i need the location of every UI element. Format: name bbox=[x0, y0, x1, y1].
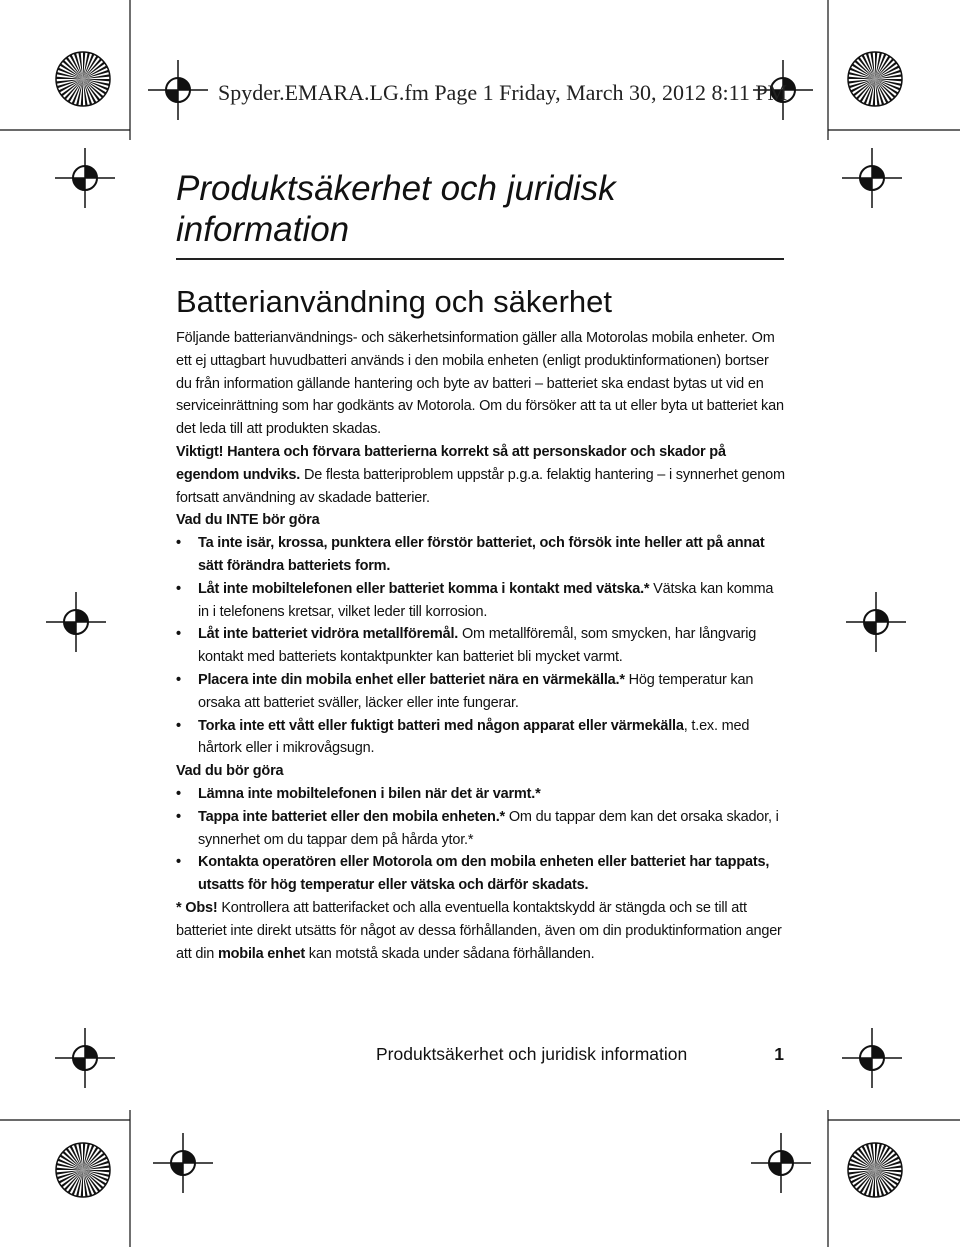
list-item-bold: Placera inte din mobila enhet eller batteriet nära en värmekälla.* bbox=[198, 671, 625, 688]
donts-heading: Vad du INTE bör göra bbox=[176, 512, 320, 529]
note-bold-term: mobila enhet bbox=[217, 945, 305, 962]
list-item bbox=[176, 669, 786, 715]
list-item-bold: Ta inte isär, krossa, punktera eller förstör batteriet, och försök inte heller att på annat sätt förändra batteriets form. bbox=[198, 535, 765, 574]
list-item bbox=[176, 578, 786, 624]
registration-mark-icon bbox=[846, 592, 906, 652]
list-item bbox=[176, 806, 786, 852]
section-body bbox=[176, 327, 786, 965]
list-item bbox=[176, 783, 786, 806]
note-paragraph bbox=[176, 897, 786, 965]
star-target-icon bbox=[56, 1143, 110, 1197]
dos-heading: Vad du bör göra bbox=[176, 763, 284, 780]
donts-list bbox=[176, 532, 786, 760]
note-text-2: kan motstå skada under sådana förhållanden. bbox=[304, 945, 595, 962]
star-target-icon bbox=[848, 52, 902, 106]
list-item-text: , t.ex. med hårtork eller i mikrovågsugn. bbox=[198, 717, 750, 757]
star-target-icon bbox=[848, 1143, 902, 1197]
registration-mark-icon bbox=[153, 1133, 213, 1193]
section-heading: Batterianvändning och säkerhet bbox=[176, 284, 613, 319]
registration-mark-icon bbox=[842, 148, 902, 208]
dos-list bbox=[176, 783, 786, 897]
important-paragraph bbox=[176, 441, 786, 509]
page-number: 1 bbox=[774, 1044, 784, 1064]
page-title: Produktsäkerhet och juridisk information bbox=[176, 169, 616, 249]
list-item-bold: Kontakta operatören eller Motorola om den mobila enheten eller batteriet har tappats, utsatts för hög temperatur eller vätska och därför skadats. bbox=[198, 854, 770, 894]
list-item-bold: Lämna inte mobiltelefonen i bilen när det är varmt.* bbox=[198, 785, 541, 802]
intro-paragraph: Följande batterianvändnings- och säkerhetsinformation gäller alla Motorolas mobila enheter. Om ett ej uttagbart huvudbatteri används i den mobila enheten (enligt produktinformationen) bortser du från information gällande hantering och byte av batteri – batteriet ska endast bytas ut vid en serviceinrättning som har godkänts av Motorola. Om du försöker att ta ut eller byta ut batteriet kan det leda till att produkten skadas. bbox=[176, 330, 784, 438]
list-item-bold: Låt inte batteriet vidröra metallföremål. bbox=[198, 626, 459, 643]
list-item bbox=[176, 851, 786, 897]
list-item-text: Hög temperatur kan orsaka att batteriet sväller, läcker eller inte fungerar. bbox=[198, 671, 754, 711]
list-item-text: Vätska kan komma in i telefonens kretsar, vilket leder till korrosion. bbox=[198, 580, 774, 620]
note-text-1: Kontrollera att batterifacket och alla eventuella kontaktskydd är stängda och se till att batteriet inte direkt utsätts för något av dessa förhållanden, även om din produktinformation anger att din bbox=[176, 899, 782, 962]
list-item bbox=[176, 623, 786, 669]
registration-mark-icon bbox=[55, 148, 115, 208]
note-label: * Obs! bbox=[176, 899, 218, 916]
registration-mark-icon bbox=[842, 1028, 902, 1088]
title-rule bbox=[176, 258, 784, 260]
important-text: De flesta batteriproblem uppstår p.g.a. felaktig hantering – i synnerhet genom fortsatt användning av skadade batterier. bbox=[176, 466, 785, 506]
list-item-bold: Låt inte mobiltelefonen eller batteriet komma i kontakt med vätska.* bbox=[198, 580, 650, 597]
list-item bbox=[176, 532, 786, 578]
star-target-icon bbox=[56, 52, 110, 106]
registration-mark-icon bbox=[148, 60, 208, 120]
list-item-text: Om metallföremål, som smycken, har långvarig kontakt med batteriets kontaktpunkter kan batteriet bli mycket varmt. bbox=[198, 626, 757, 666]
registration-mark-icon bbox=[46, 592, 106, 652]
list-item-bold: Tappa inte batteriet eller den mobila enheten.* bbox=[198, 808, 505, 825]
registration-mark-icon bbox=[55, 1028, 115, 1088]
page-footer bbox=[376, 1044, 786, 1065]
list-item-bold: Torka inte ett vått eller fuktigt batteri med någon apparat eller värmekälla bbox=[198, 717, 684, 734]
list-item-text: Om du tappar dem kan det orsaka skador, i synnerhet om du tappar dem på hårda ytor.* bbox=[198, 808, 779, 848]
important-bold: Viktigt! Hantera och förvara batterierna korrekt så att personskador och skador på egendom undviks. bbox=[176, 443, 726, 483]
registration-mark-icon bbox=[751, 1133, 811, 1193]
list-item bbox=[176, 715, 786, 761]
footer-label: Produktsäkerhet och juridisk information bbox=[376, 1044, 688, 1064]
print-slug-header: Spyder.EMARA.LG.fm Page 1 Friday, March 30, 2012 8:11 PM bbox=[218, 80, 788, 105]
